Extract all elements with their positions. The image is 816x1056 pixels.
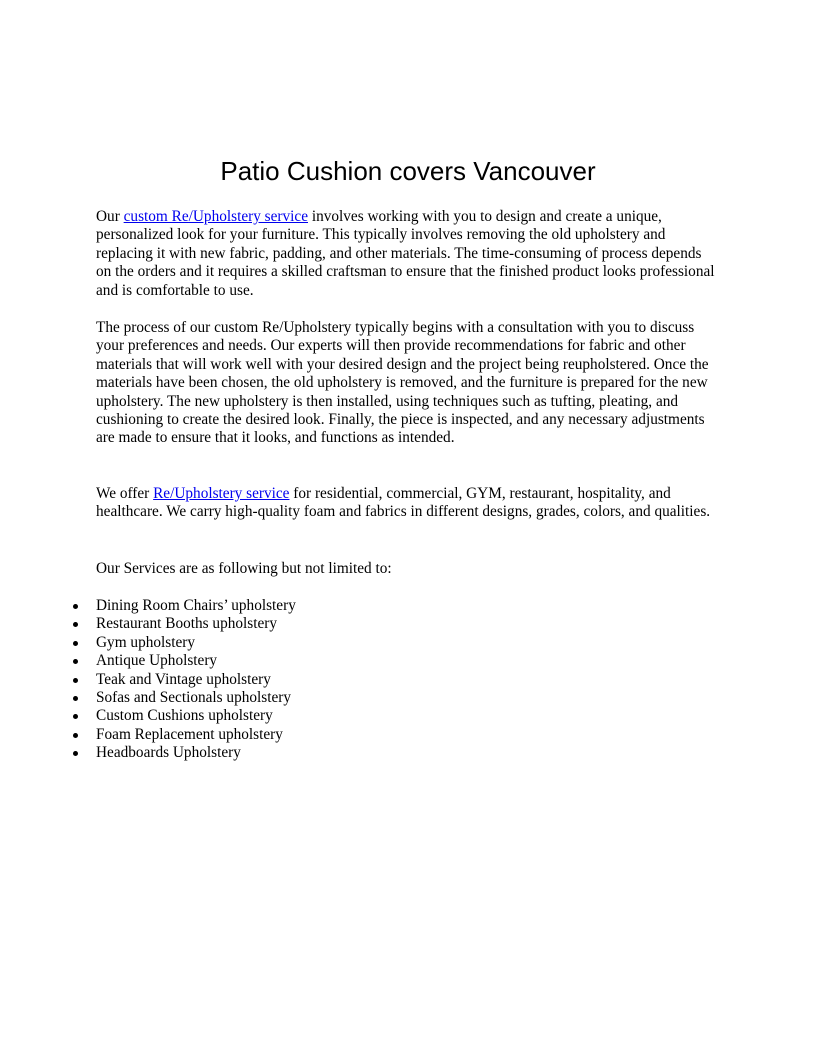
service-label: Foam Replacement upholstery bbox=[96, 725, 283, 743]
bullet-icon bbox=[73, 678, 78, 683]
bullet-icon bbox=[73, 659, 78, 664]
services-intro: Our Services are as following but not limited to: bbox=[96, 560, 392, 577]
list-item bbox=[0, 652, 700, 670]
bullet-icon bbox=[73, 604, 78, 609]
offer-text-end: for residential, commercial, GYM, restaurant, hospitality, and healthcare. We carry high-quality foam and fabrics in different designs, grades, colors, and qualities. bbox=[96, 485, 711, 521]
intro-text-end: involves working with you to design and create a unique, personalized look for your furniture. This typically involves removing the old upholstery and replacing it with new fabric, padding, and other materials. The time-consuming of process depends on the orders and it requires a skilled craftsman to ensure that the finished product looks professional and is comfortable to use. bbox=[96, 208, 715, 299]
bullet-icon bbox=[73, 733, 78, 738]
custom-upholstery-service-link[interactable]: custom Re/Upholstery service bbox=[123, 208, 308, 225]
process-paragraph: The process of our custom Re/Upholstery typically begins with a consultation with you to discuss your preferences and needs. Our experts will then provide recommendations for fabric and other materials that will work well with your desired design and the project being reupholstered. Once the materials have been chosen, the old upholstery is removed, and the furniture is prepared for the new upholstery. The new upholstery is then installed, using techniques such as tufting, pleating, and cushioning to create the desired look. Finally, the piece is inspected, and any necessary adjustments are made to ensure that it looks, and functions as intended. bbox=[96, 319, 709, 447]
upholstery-service-link[interactable]: Re/Upholstery service bbox=[153, 485, 290, 502]
offer-paragraph bbox=[96, 485, 718, 522]
page-title: Patio Cushion covers Vancouver bbox=[220, 156, 596, 186]
service-label: Teak and Vintage upholstery bbox=[96, 670, 271, 688]
service-label: Headboards Upholstery bbox=[96, 744, 241, 762]
bullet-icon bbox=[73, 714, 78, 719]
service-label: Restaurant Booths upholstery bbox=[96, 615, 277, 633]
service-label: Gym upholstery bbox=[96, 633, 195, 651]
bullet-icon bbox=[73, 751, 78, 756]
list-item bbox=[0, 671, 700, 689]
intro-paragraph bbox=[96, 208, 718, 300]
list-item bbox=[0, 615, 700, 633]
bullet-icon bbox=[73, 622, 78, 627]
list-item bbox=[0, 597, 700, 615]
list-item bbox=[0, 689, 700, 707]
service-label: Dining Room Chairs’ upholstery bbox=[96, 597, 296, 614]
service-label: Antique Upholstery bbox=[96, 652, 218, 670]
service-label: Sofas and Sectionals upholstery bbox=[96, 688, 292, 706]
offer-text-start: We offer bbox=[96, 485, 154, 502]
services-list bbox=[0, 597, 700, 763]
intro-text-start: Our bbox=[96, 208, 124, 225]
service-label: Custom Cushions upholstery bbox=[96, 707, 273, 725]
list-item bbox=[0, 634, 700, 652]
bullet-icon bbox=[73, 641, 78, 646]
list-item bbox=[0, 744, 700, 762]
list-item bbox=[0, 707, 700, 725]
list-item bbox=[0, 726, 700, 744]
bullet-icon bbox=[73, 696, 78, 701]
